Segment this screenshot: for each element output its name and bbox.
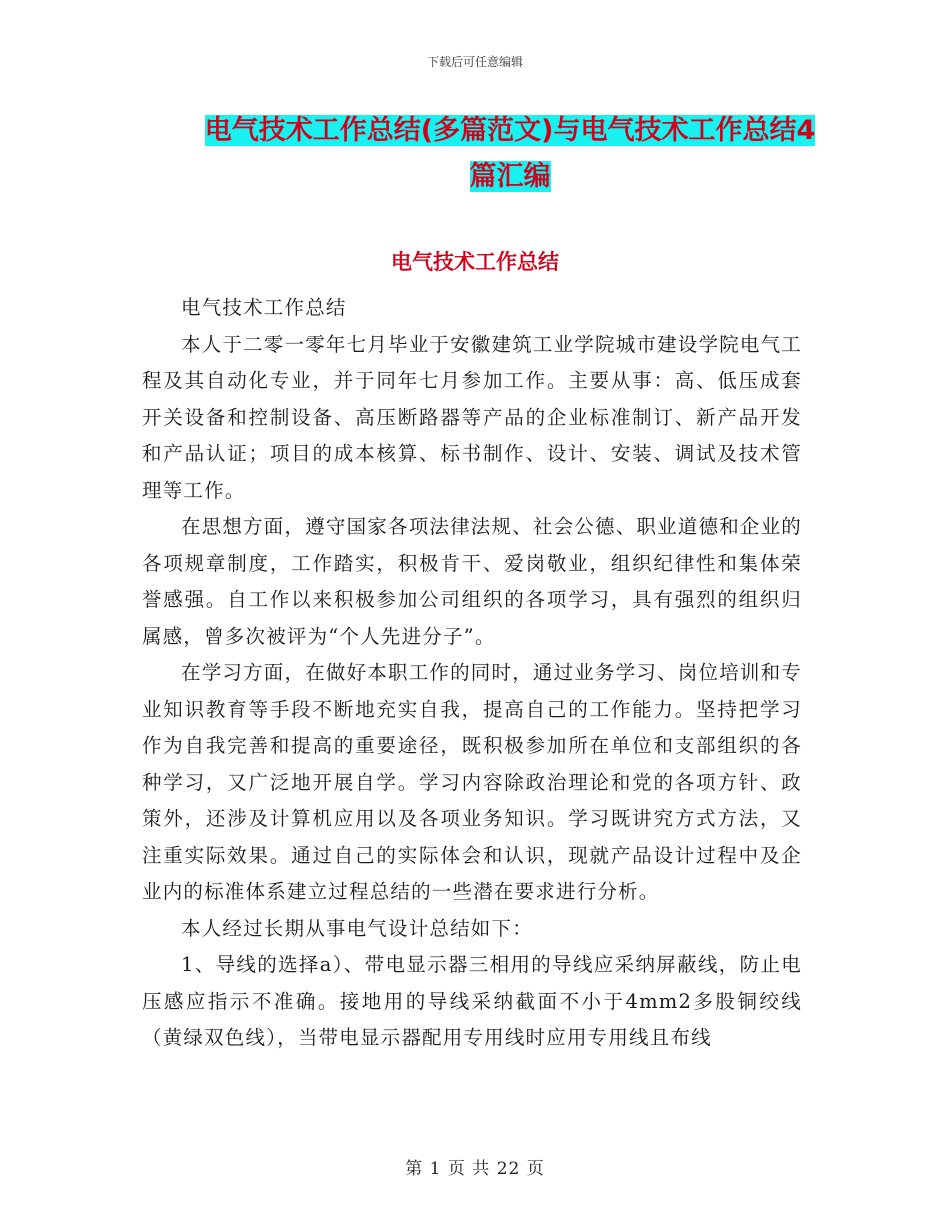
paragraph: 本人经过长期从事电气设计总结如下：: [181, 916, 533, 940]
paragraph: 电气技术工作总结: [181, 296, 347, 319]
paragraph: 在学习方面，在做好本职工作的同时，通过业务学习、岗位培训和专业知识教育等手段不断地充实自我，提高自己的工作能力。坚持把学习作为自我完善和提高的重要途径，既积极参加所在单位和支部组织的各种学习，又广泛地开展自学。学习内容除政治理论和党的各项方针、政策外，还涉及计算机应用以及各项业务知识。学习既讲究方式方法，又注重实际效果。通过自己的实际体会和认识，现就产品设计过程中及企业内的标准体系建立过程总结的一些潜在要求进行分析。: [142, 661, 803, 903]
document-title-line-1: 电气技术工作总结(多篇范文)与电气技术工作总结4: [204, 115, 816, 146]
header-note: 下载后可任意编辑: [426, 55, 523, 69]
document-body: [142, 290, 802, 1057]
paragraph: 在思想方面，遵守国家各项法律法规、社会公德、职业道德和企业的各项规章制度，工作踏实，积极肯干、爱岗敬业，组织纪律性和集体荣誉感强。自工作以来积极参加公司组织的各项学习，具有强烈的组织归属感，曾多次被评为“个人先进分子”。: [142, 515, 803, 648]
section-title: 电气技术工作总结: [391, 250, 559, 274]
document-title-line-2: 篇汇编: [469, 161, 551, 192]
document-title: [190, 108, 830, 200]
paragraph: 1、导线的选择a）、带电显示器三相用的导线应采纳屏蔽线，防止电压感应指示不准确。接地用的导线采纳截面不小于4mm2多股铜绞线（黄绿双色线），当带电显示器配用专用线时应用专用线且布线: [142, 953, 802, 1049]
page-footer: 第 1 页 共 22 页: [405, 1159, 545, 1179]
paragraph: 本人于二零一零年七月毕业于安徽建筑工业学院城市建设学院电气工程及其自动化专业，并于同年七月参加工作。主要从事：高、低压成套开关设备和控制设备、高压断路器等产品的企业标准制订、新产品开发和产品认证；项目的成本核算、标书制作、设计、安装、调试及技术管理等工作。: [142, 332, 803, 502]
